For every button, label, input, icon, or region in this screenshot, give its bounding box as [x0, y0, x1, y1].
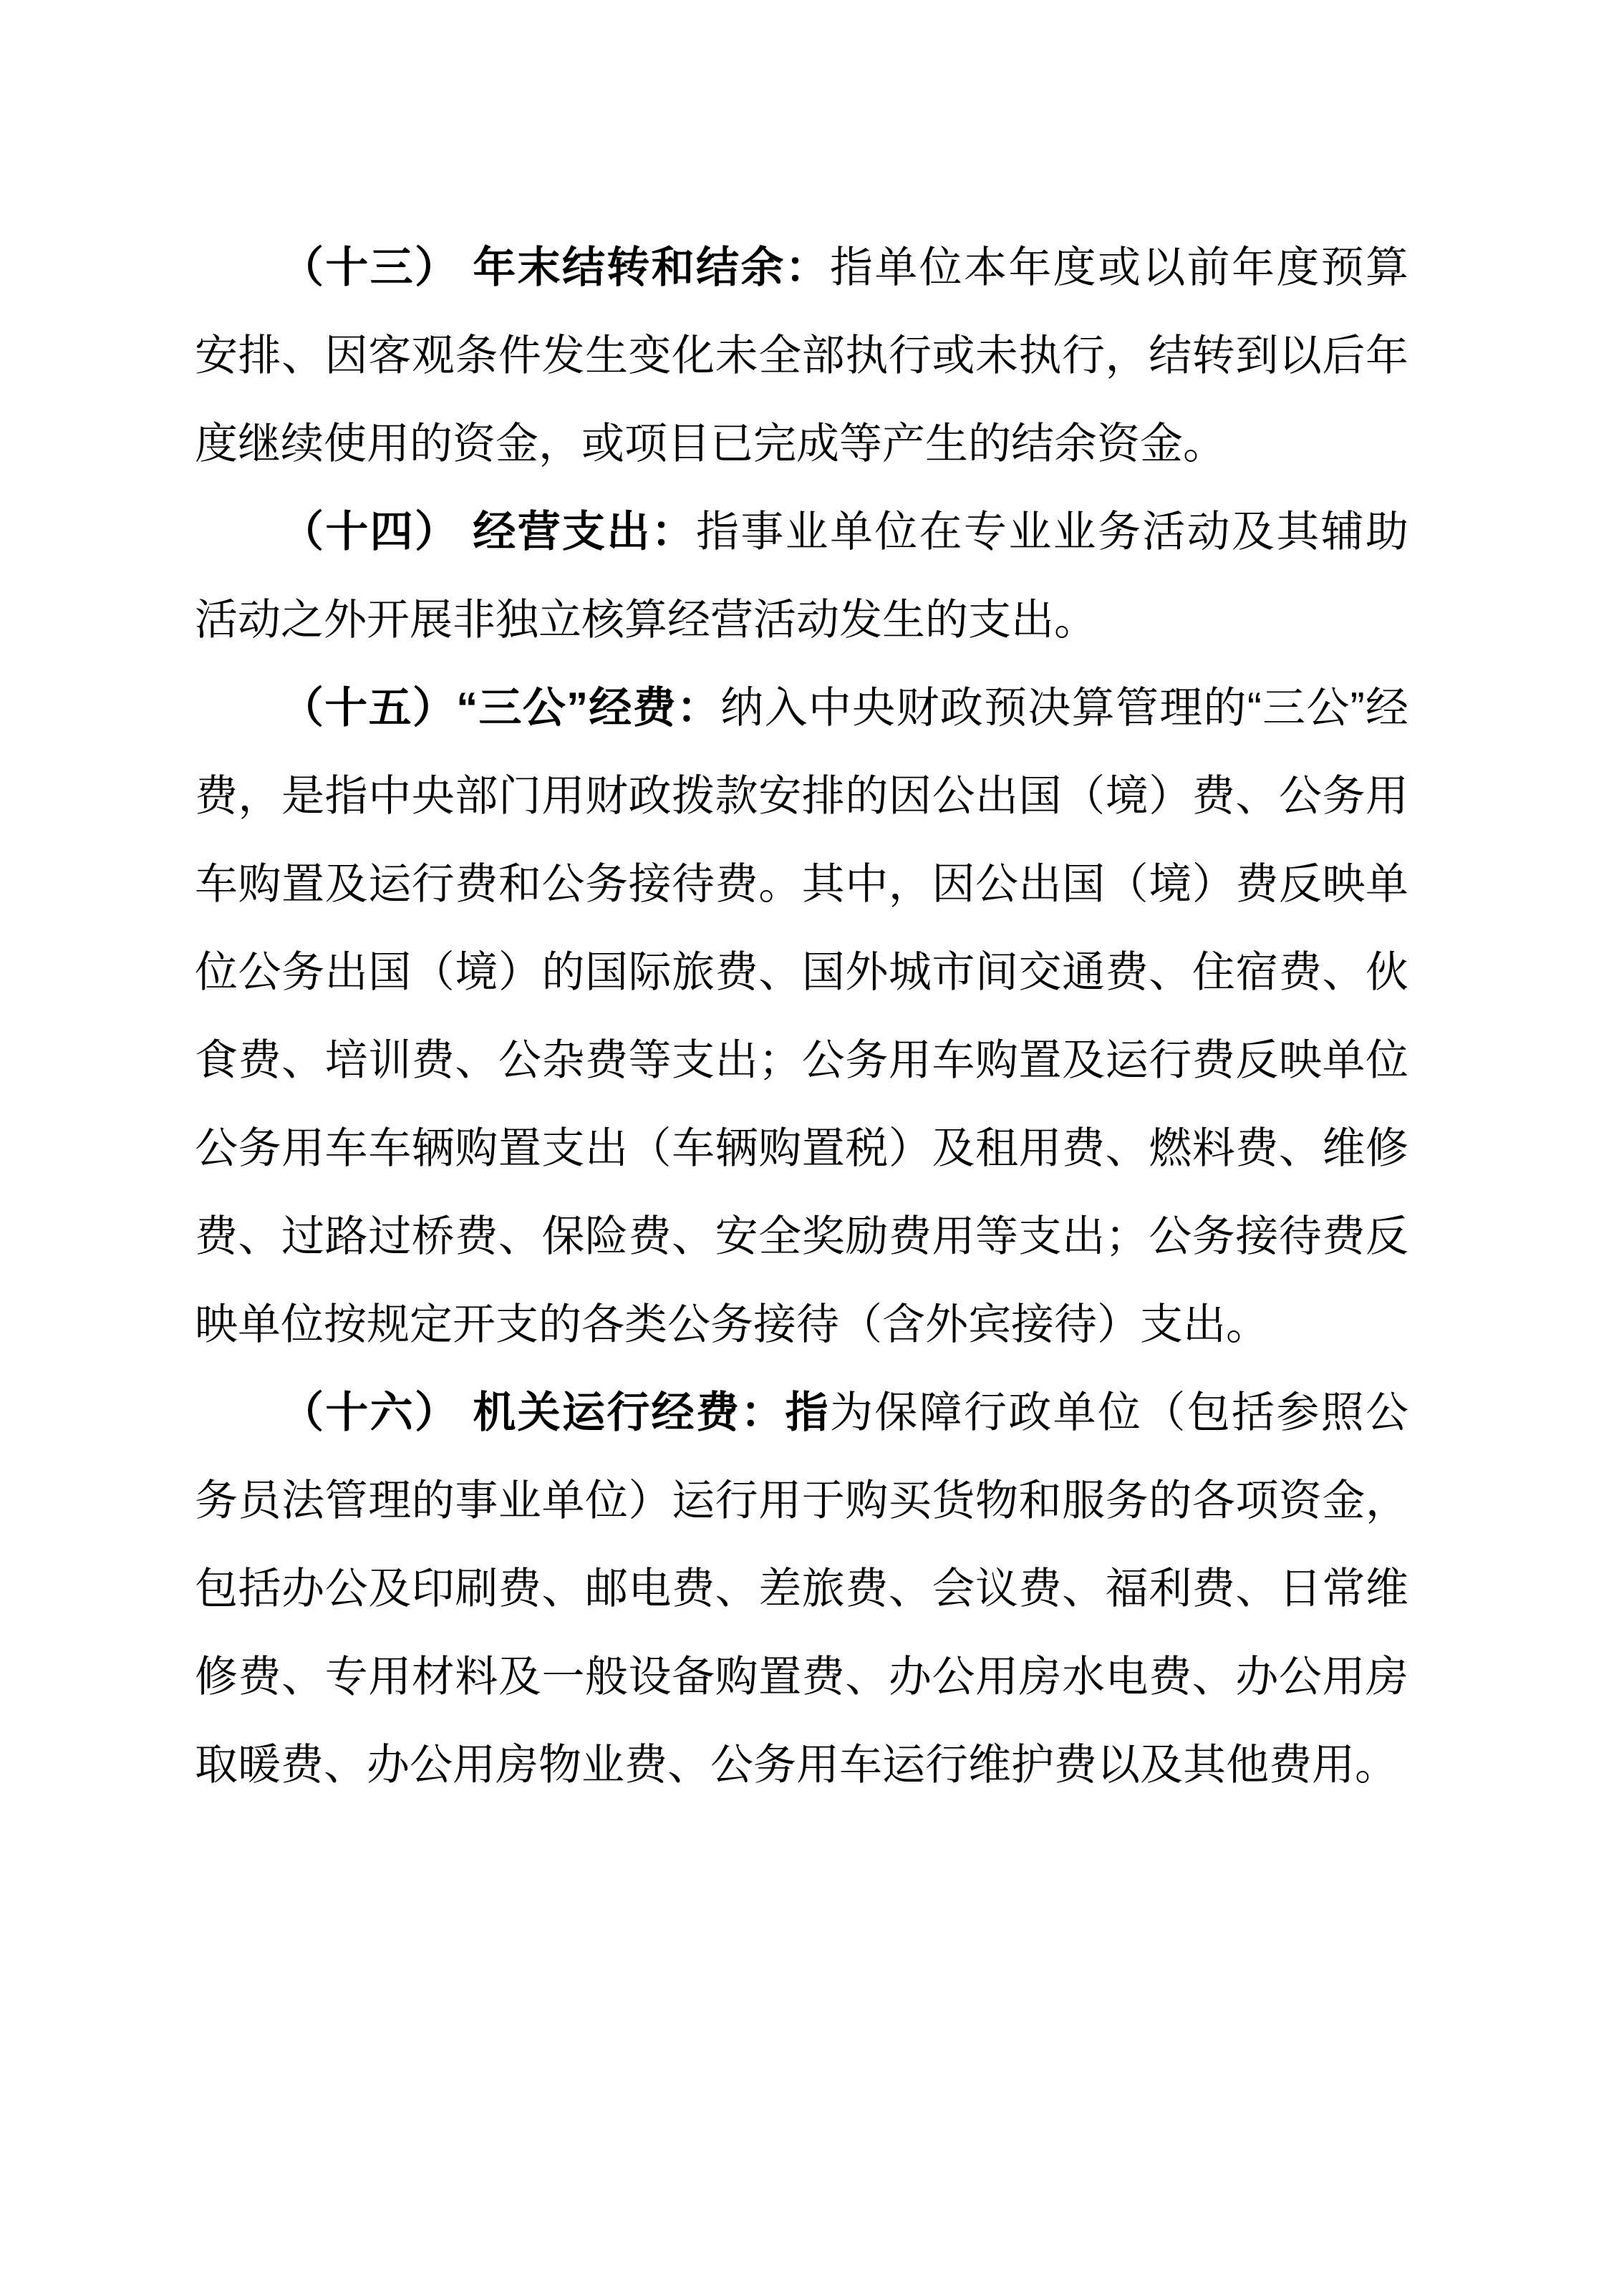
paragraph-term-13 — [195, 223, 1408, 488]
term-13-definition: 指单位本年度或以前年度预算安排、因客观条件发生变化未全部执行或未执行，结转到以后年度继续使用的资金，或项目已完成等产生的结余资金。 — [195, 243, 1408, 468]
document-text-block — [195, 223, 1408, 1809]
term-14-title: （十四） 经营支出： — [281, 508, 697, 556]
paragraph-term-14 — [195, 488, 1408, 664]
term-16-definition: 为保障行政单位（包括参照公务员法管理的事业单位）运行用于购买货物和服务的各项资金，包括办公及印刷费、邮电费、差旅费、会议费、福利费、日常维修费、专用材料及一般设备购置费、办公用房水电费、办公用房取暖费、办公用房物业费、公务用车运行维护费以及其他费用。 — [195, 1388, 1408, 1789]
term-15-title: （十五）“三公”经费： — [281, 684, 721, 732]
term-14-definition: 指事业单位在专业业务活动及其辅助活动之外开展非独立核算经营活动发生的支出。 — [195, 508, 1409, 644]
term-15-definition: 纳入中央财政预决算管理的“三公”经费，是指中央部门用财政拨款安排的因公出国（境）费、公务用车购置及运行费和公务接待费。其中，因公出国（境）费反映单位公务出国（境）的国际旅费、国外城市间交通费、住宿费、伙食费、培训费、公杂费等支出；公务用车购置及运行费反映单位公务用车车辆购置支出（车辆购置税）及租用费、燃料费、维修费、过路过桥费、保险费、安全奖励费用等支出；公务接待费反映单位按规定开支的各类公务接待（含外宾接待）支出。 — [195, 684, 1409, 1348]
paragraph-term-15 — [195, 664, 1408, 1368]
term-16-title: （十六） 机关运行经费：指 — [281, 1388, 830, 1436]
paragraph-term-16 — [195, 1368, 1408, 1809]
term-13-title: （十三） 年末结转和结余： — [281, 243, 830, 291]
